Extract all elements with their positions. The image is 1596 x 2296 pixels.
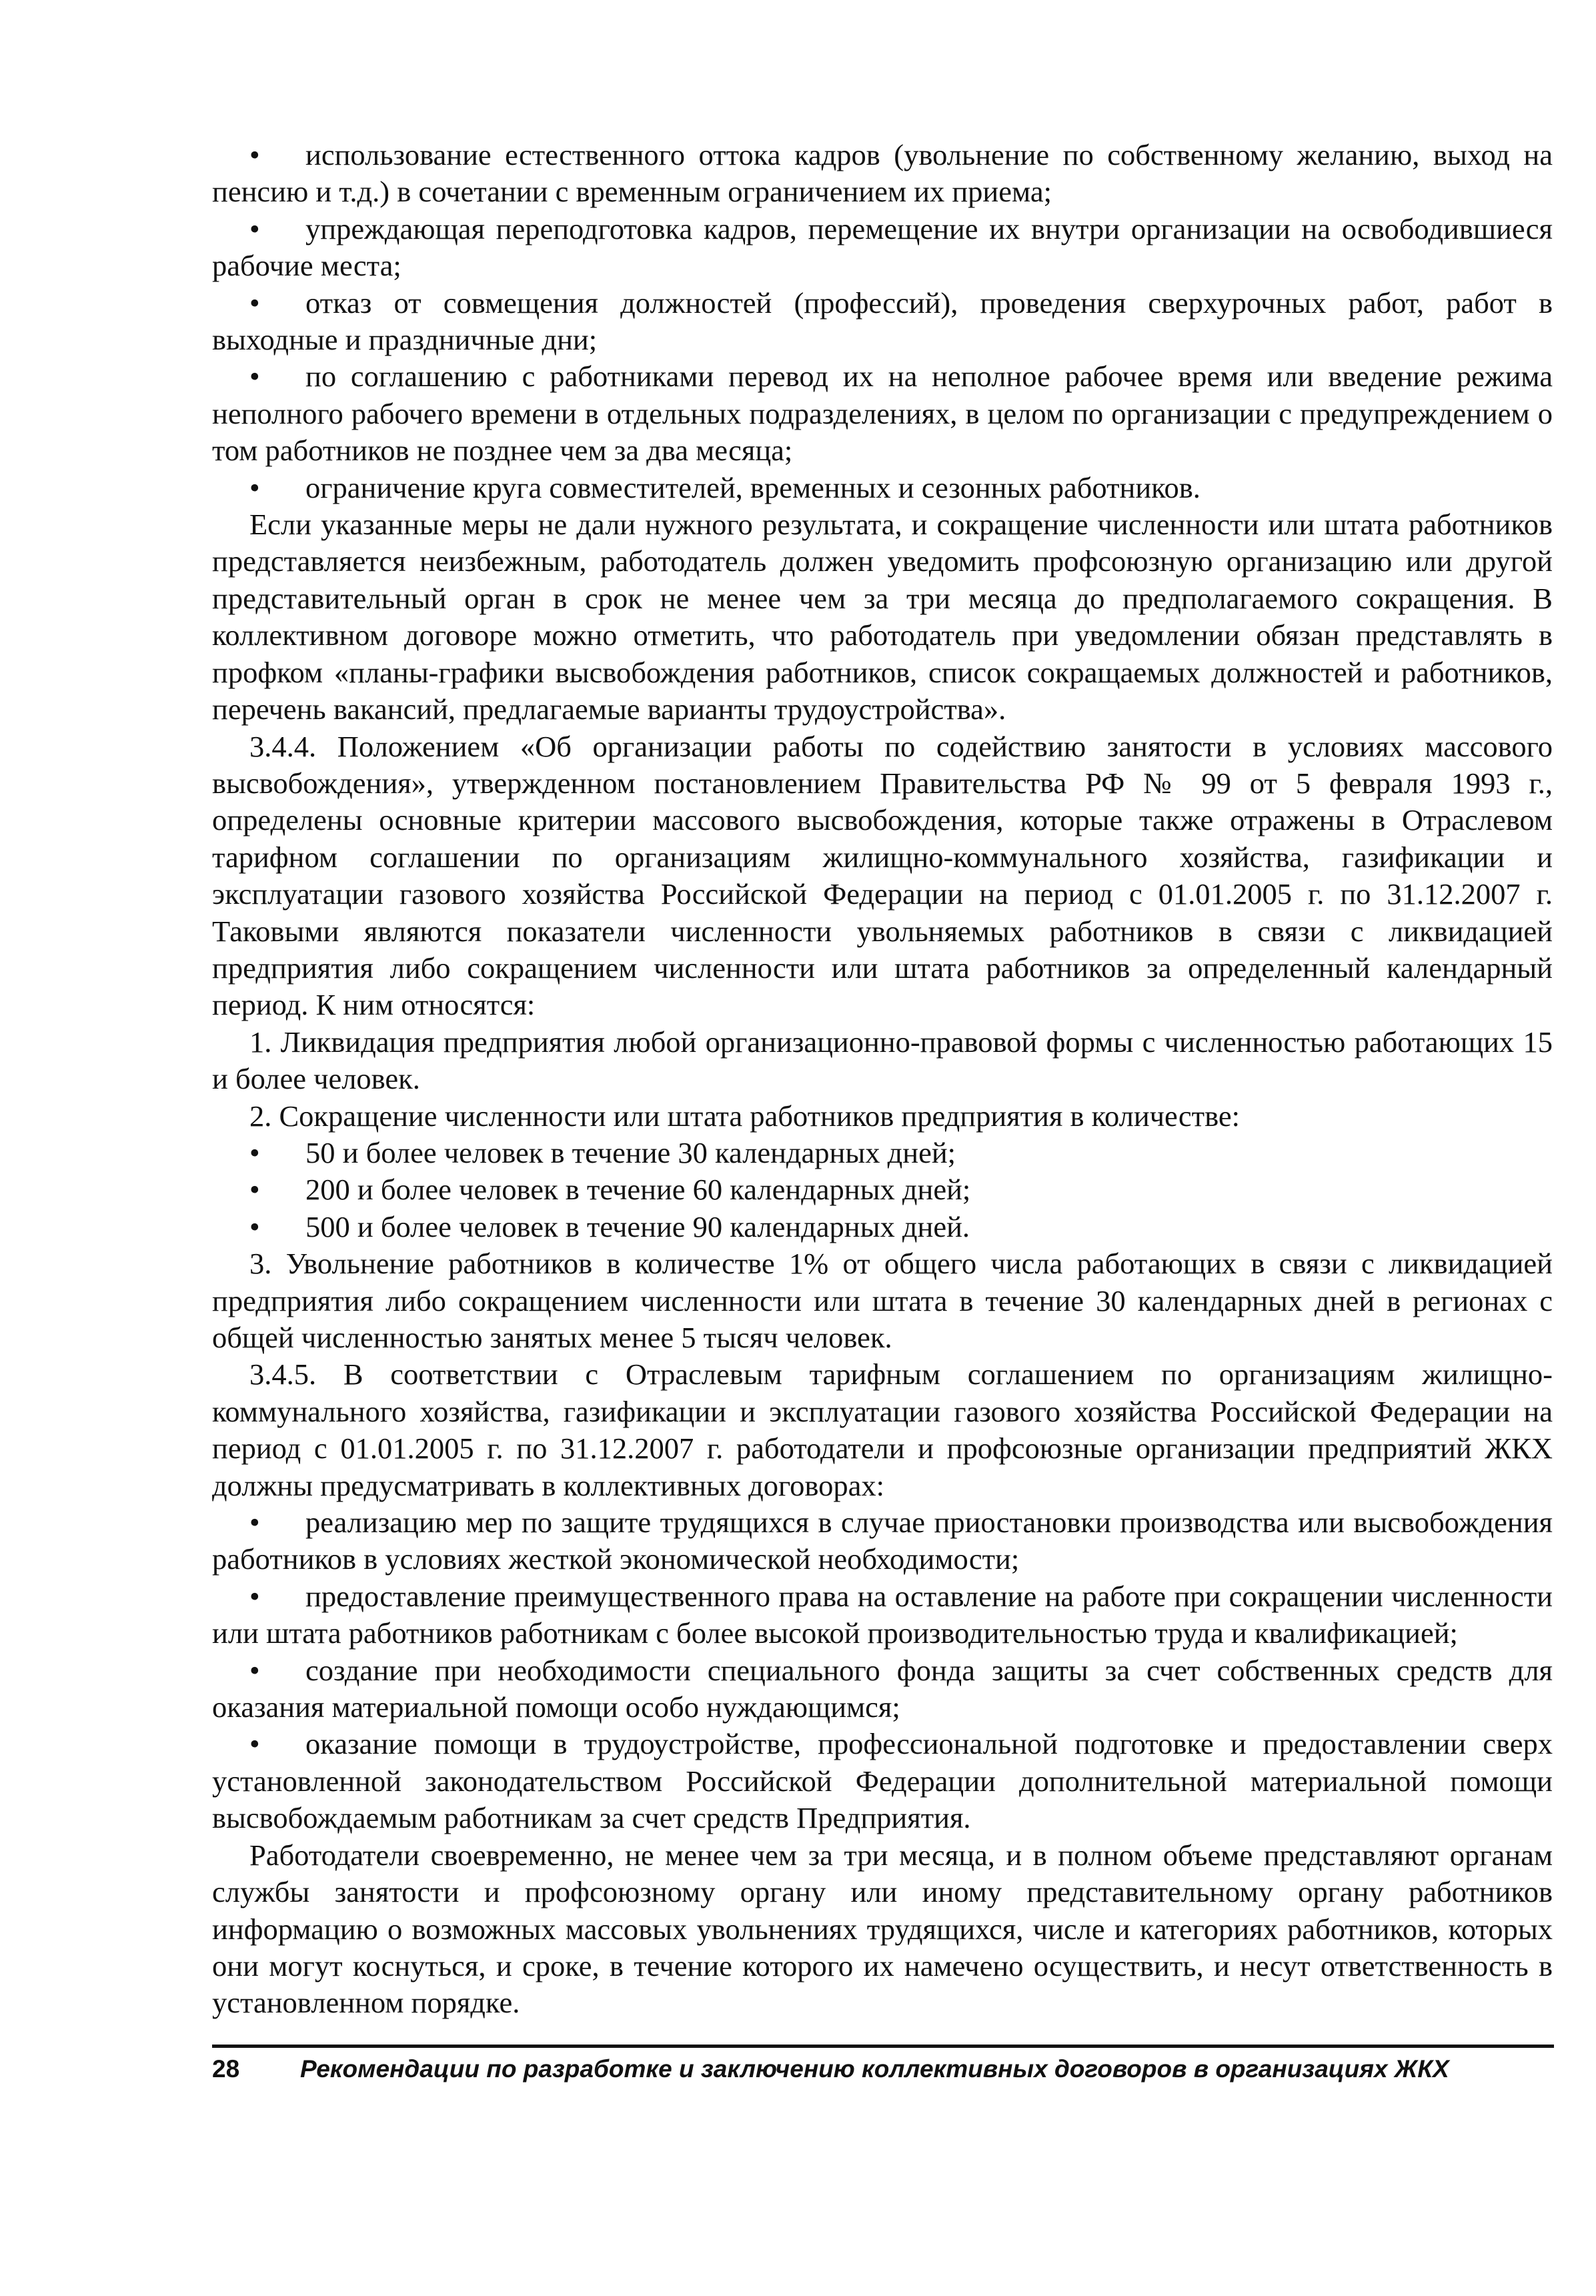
bullet-text: использование естественного оттока кадров (увольнение по собственному желанию, выход на пенсию и т.д.) в сочетании с временным ограничением их приема; xyxy=(212,138,1553,209)
paragraph: 3.4.5. В соответствии с Отраслевым тарифным соглашением по организациям жилищно-коммунального хозяйства, газификации и эксплуатации газового хозяйства Российской Федерации на период с 01.01.2005 г. по 31.12.2007 г. работодатели и профсоюзные организации предприятий ЖКХ должны предусматривать в коллективных договорах: xyxy=(212,1357,1553,1502)
paragraph: Работодатели своевременно, не менее чем за три месяца, и в полном объеме представляют органам службы занятости и профсоюзному органу или иному представительному органу работников информацию о возможных массовых увольнениях трудящихся, числе и категориях работников, которых они могут коснуться, и сроке, в течение которого их намечено осуществить, и несут ответственность в установленном порядке. xyxy=(212,1838,1553,2020)
page-footer xyxy=(212,2053,1554,2085)
bullet-icon: • xyxy=(249,1173,260,1207)
bullet-item xyxy=(212,1171,1553,1208)
bullet-item xyxy=(212,1652,1553,1726)
bullet-item xyxy=(212,1578,1553,1652)
bullet-text: создание при необходимости специального фонда защиты за счет собственных средств для оказания материальной помощи особо нуждающимся; xyxy=(212,1653,1553,1724)
bullet-item xyxy=(212,137,1553,211)
paragraph: 3.4.4. Положением «Об организации работы по содействию занятости в условиях массового высвобождения», утвержденном постановлением Правительства РФ № 99 от 5 февраля 1993 г., определены основные критерии массового высвобождения, которые также отражены в Отраслевом тарифном соглашении по организациям жилищно-коммунального хозяйства, газификации и эксплуатации газового хозяйства Российской Федерации на период с 01.01.2005 г. по 31.12.2007 г. Таковыми являются показатели численности увольняемых работников в связи с ликвидацией предприятия либо сокращением численности или штата работников за определенный календарный период. К ним относятся: xyxy=(212,729,1553,1022)
bullet-text: ограничение круга совместителей, временных и сезонных работников. xyxy=(305,470,1201,504)
page-number: 28 xyxy=(212,2055,240,2083)
bullet-icon: • xyxy=(249,138,260,171)
bullet-icon: • xyxy=(249,360,260,394)
bullet-icon: • xyxy=(249,470,260,504)
bullet-icon: • xyxy=(249,1653,260,1687)
bullet-icon: • xyxy=(249,211,260,245)
bullet-text: по соглашению с работниками перевод их на неполное рабочее время или введение режима неполного рабочего времени в отдельных подразделениях, в целом по организации с предупреждением о том работников не позднее чем за два месяца; xyxy=(212,360,1553,468)
bullet-text: 200 и более человек в течение 60 календарных дней; xyxy=(305,1173,971,1207)
bullet-item xyxy=(212,211,1553,285)
page-body xyxy=(212,137,1553,2022)
bullet-item xyxy=(212,1504,1553,1578)
bullet-text: реализацию мер по защите трудящихся в случае приостановки производства или высвобождения работников в условиях жесткой экономической необходимости; xyxy=(212,1506,1553,1576)
paragraph: 1. Ликвидация предприятия любой организационно-правовой формы с численностью работающих 15 и более человек. xyxy=(212,1025,1553,1096)
bullet-icon: • xyxy=(249,1506,260,1540)
bullet-item xyxy=(212,358,1553,469)
paragraph: 3. Увольнение работников в количестве 1% от общего числа работающих в связи с ликвидацией предприятия либо сокращением численности или штата в течение 30 календарных дней в регионах с общей численностью занятых менее 5 тысяч человек. xyxy=(212,1247,1553,1354)
paragraph: Если указанные меры не дали нужного результата, и сокращение численности или штата работников представляется неизбежным, работодатель должен уведомить профсоюзную организацию или другой представительный орган в срок не менее чем за три месяца до предполагаемого сокращения. В коллективном договоре можно отметить, что работодатель при уведомлении обязан представлять в профком «планы-графики высвобождения работников, список сокращаемых должностей и работников, перечень вакансий, предлагаемые варианты трудоустройства». xyxy=(212,508,1553,726)
bullet-icon: • xyxy=(249,1135,260,1169)
bullet-icon: • xyxy=(249,1579,260,1613)
bullet-icon: • xyxy=(249,1209,260,1243)
bullet-item xyxy=(212,470,1553,506)
bullet-text: отказ от совмещения должностей (профессий), проведения сверхурочных работ, работ в выходные и праздничные дни; xyxy=(212,285,1553,357)
footer-title: Рекомендации по разработке и заключению коллективных договоров в организациях ЖКХ xyxy=(300,2055,1449,2083)
bullet-item xyxy=(212,1726,1553,1836)
bullet-icon: • xyxy=(249,285,260,320)
paragraph: 2. Сокращение численности или штата работников предприятия в количестве: xyxy=(249,1099,1240,1133)
bullet-text: 50 и более человек в течение 30 календарных дней; xyxy=(305,1135,956,1169)
bullet-item xyxy=(212,1209,1553,1245)
bullet-icon: • xyxy=(249,1727,260,1761)
bullet-item xyxy=(212,285,1553,359)
bullet-item xyxy=(212,1135,1553,1171)
bullet-text: оказание помощи в трудоустройстве, профессиональной подготовке и предоставлении сверх установленной законодательством Российской Федерации дополнительной материальной помощи высвобождаемым работникам за счет средств Предприятия. xyxy=(212,1727,1553,1835)
bullet-text: 500 и более человек в течение 90 календарных дней. xyxy=(305,1209,970,1243)
bullet-text: предоставление преимущественного права на оставление на работе при сокращении численности или штата работников работникам с более высокой производительностью труда и квалификацией; xyxy=(212,1579,1553,1650)
bullet-text: упреждающая переподготовка кадров, перемещение их внутри организации на освободившиеся рабочие места; xyxy=(212,211,1553,283)
footer-divider xyxy=(212,2045,1554,2048)
